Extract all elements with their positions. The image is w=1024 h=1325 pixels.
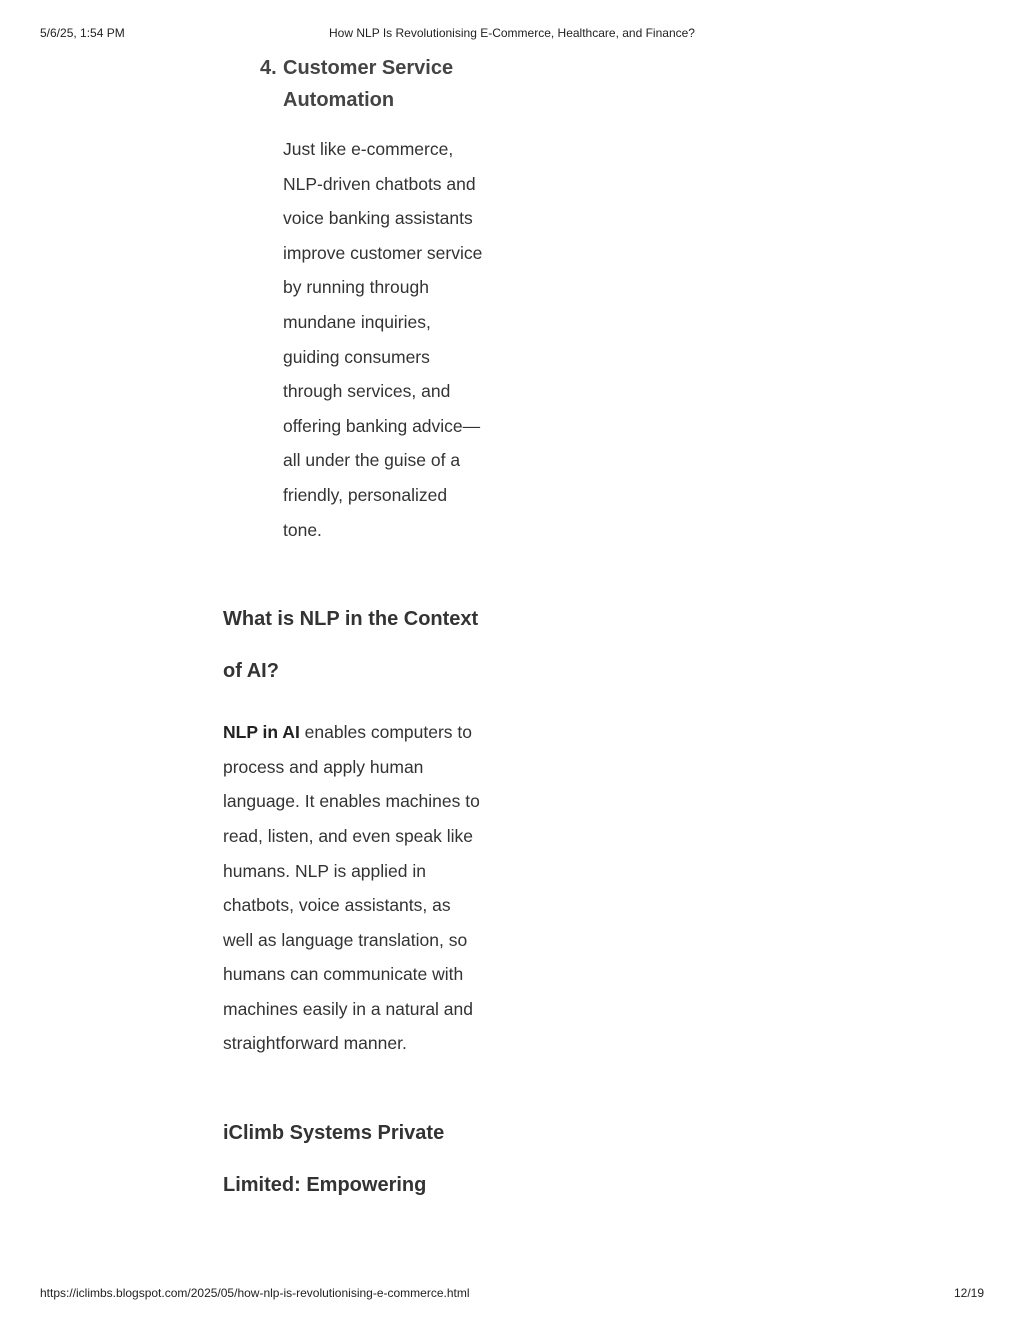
- list-item-customer-service: [260, 52, 483, 547]
- print-page-indicator: 12/19: [953, 1286, 984, 1300]
- list-item-body: Just like e-commerce, NLP-driven chatbots and voice banking assistants improve customer service by running through mundane inquiries, guiding consumers through services, and offering banking advice—all under the guise of a friendly, personalized tone.: [283, 139, 483, 540]
- section-heading-nlp: What is NLP in the Context of AI?: [223, 608, 479, 683]
- section-nlp-paragraph: [223, 715, 485, 1061]
- list-item-number: 4.: [260, 57, 277, 79]
- print-header: [40, 26, 984, 42]
- print-page-title: How NLP Is Revolutionising E-Commerce, Healthcare, and Finance?: [329, 26, 695, 40]
- section-nlp-body: enables computers to process and apply human language. It enables machines to read, listen, and even speak like humans. NLP is applied in chatbots, voice assistants, as well as language translation, so humans can communicate with machines easily in a natural and straightforward manner.: [223, 722, 480, 1054]
- print-datetime: 5/6/25, 1:54 PM: [40, 26, 125, 40]
- print-url: https://iclimbs.blogspot.com/2025/05/how-nlp-is-revolutionising-e-commerce.html: [40, 1286, 470, 1300]
- article-content: [223, 52, 485, 1211]
- print-footer: [40, 1286, 984, 1302]
- section-heading-iclimb: iClimb Systems Private Limited: Empowering: [223, 1122, 445, 1197]
- list-item-title: Customer Service Automation: [283, 57, 454, 111]
- nlp-in-ai-bold: NLP in AI: [223, 722, 300, 743]
